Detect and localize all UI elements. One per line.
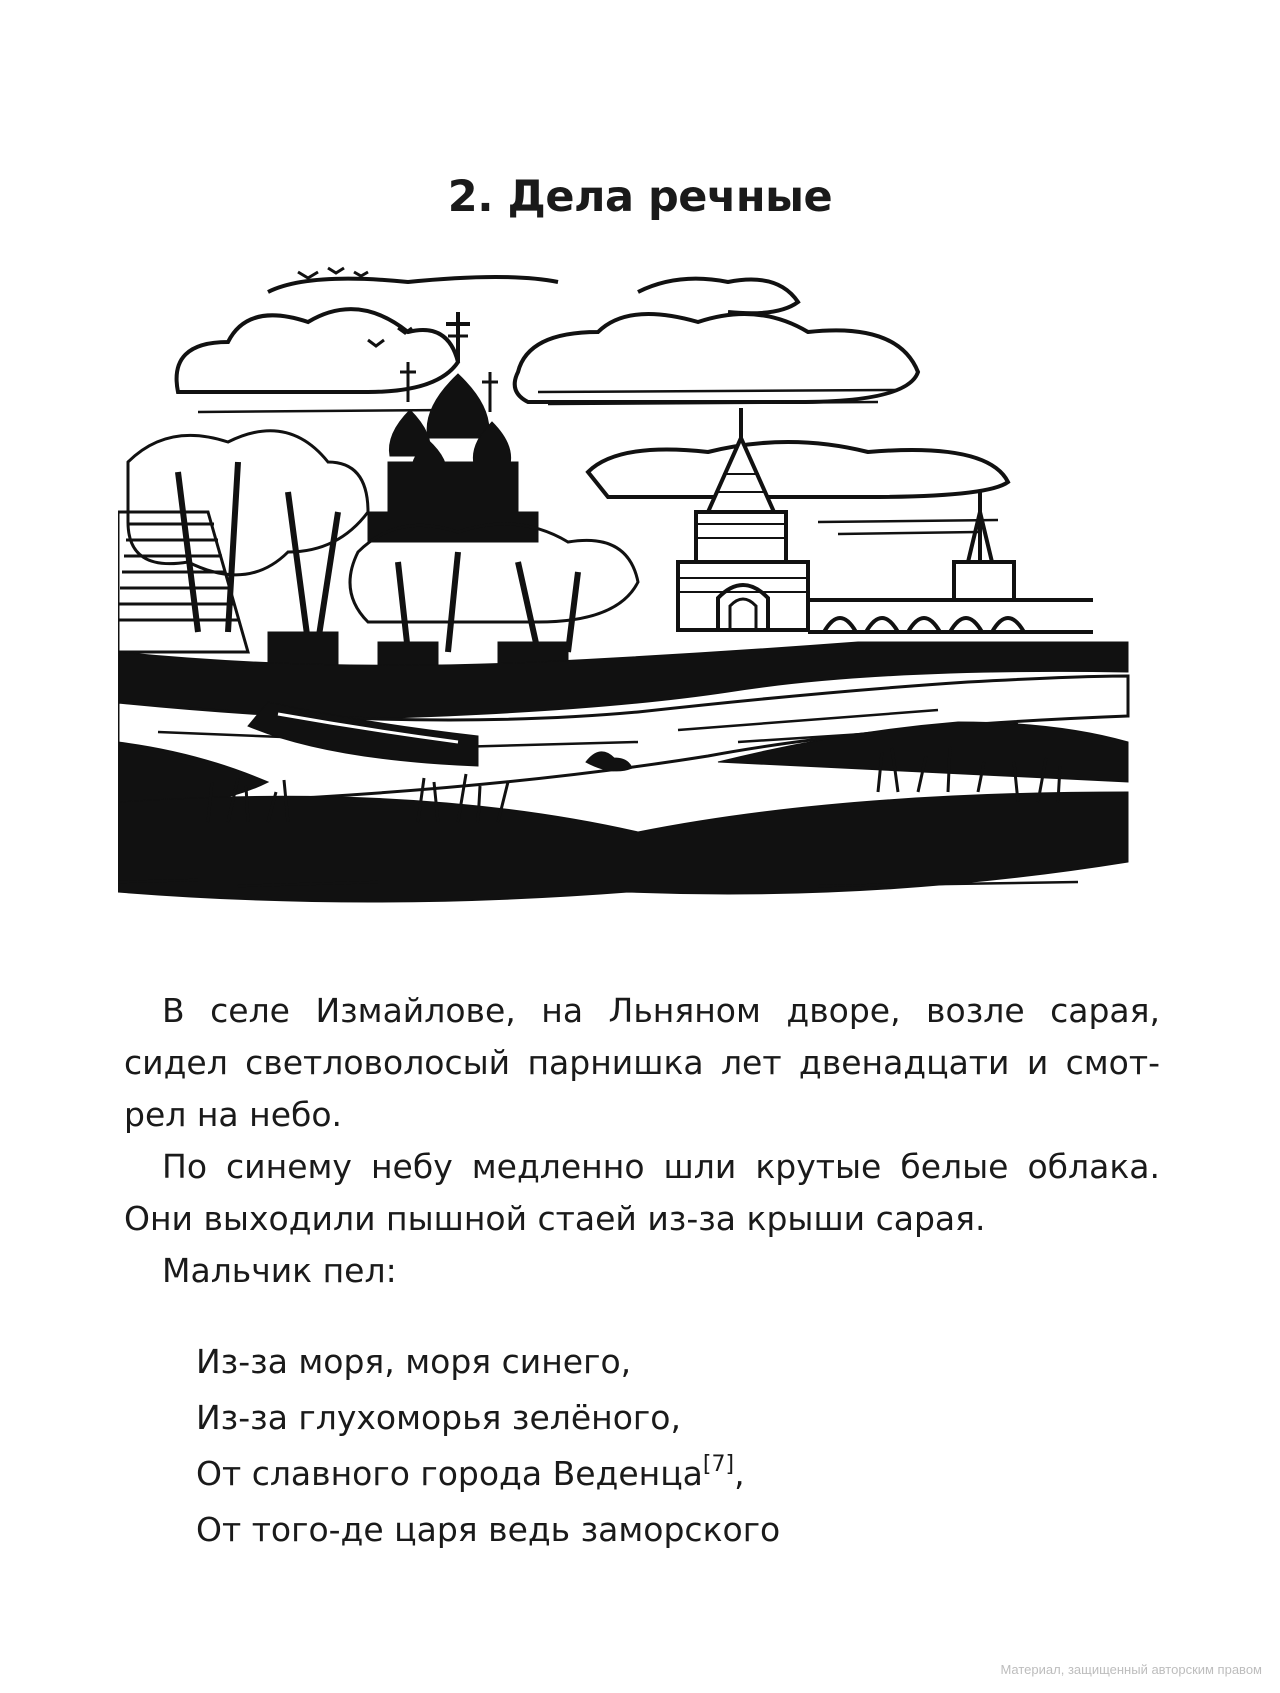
paragraph: По синему небу медленно шли крутые белые облака. Они выходили пышной стаей из-за крыши сарая. xyxy=(124,1147,1160,1238)
footnote-reference[interactable]: [7] xyxy=(702,1452,735,1477)
verse-line-text: От славного города Веденца xyxy=(196,1454,703,1493)
prose-body xyxy=(124,985,1160,1297)
river-village-engraving-icon xyxy=(118,262,1130,922)
copyright-watermark: Материал, защищенный авторским правом xyxy=(1000,1662,1262,1677)
paragraph: В селе Измайлове, на Льняном дворе, возле сарая, сидел светловолосый парнишка лет двенадцати и смот-рел на небо. xyxy=(124,991,1160,1134)
verse-line-trail: , xyxy=(734,1454,745,1493)
paragraph: Мальчик пел: xyxy=(162,1251,397,1290)
verse-line: От того-де царя ведь заморского xyxy=(196,1510,781,1549)
verse-line: Из-за моря, моря синего, xyxy=(196,1342,632,1381)
verse-line: Из-за глухоморья зелёного, xyxy=(196,1398,681,1437)
verse-line xyxy=(196,1446,780,1502)
verse-block xyxy=(196,1334,780,1558)
chapter-title: 2. Дела речные xyxy=(447,172,833,222)
